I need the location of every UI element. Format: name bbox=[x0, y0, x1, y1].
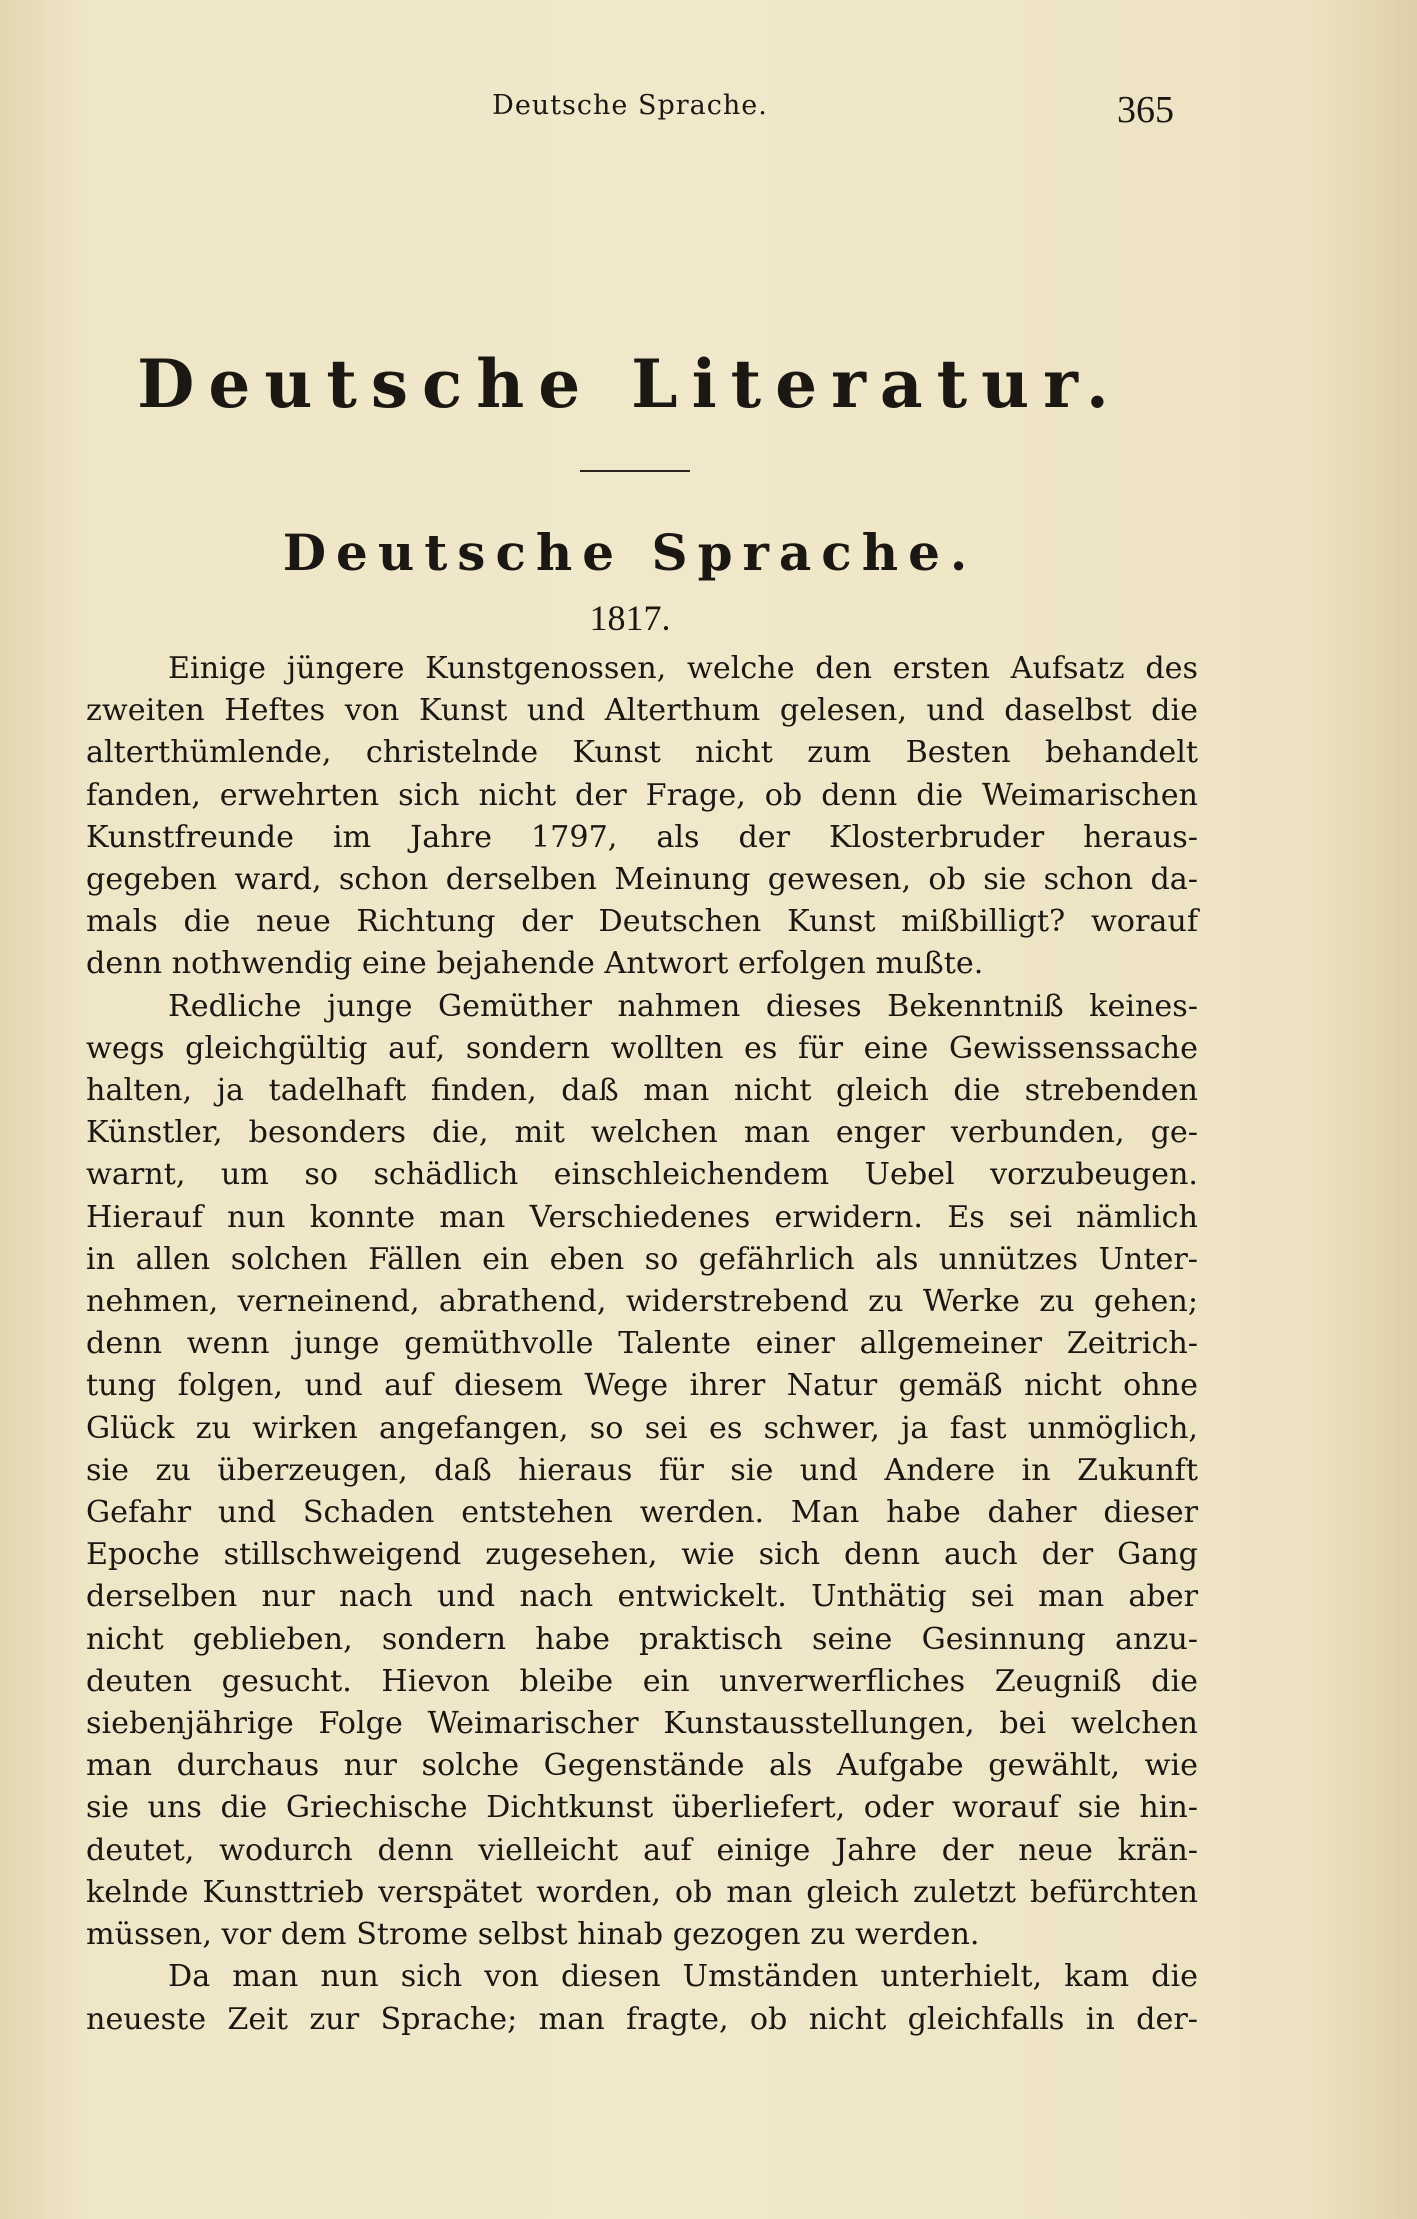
text-line: sie uns die Griechische Dichtkunst überliefert, oder worauf sie hin- bbox=[86, 1790, 1198, 1826]
text-line: man durchaus nur solche Gegenstände als Aufgabe gewählt, wie bbox=[86, 1748, 1198, 1784]
text-line: in allen solchen Fällen ein eben so gefährlich als unnützes Unter- bbox=[86, 1241, 1198, 1277]
text-line: Glück zu wirken angefangen, so sei es schwer, ja fast unmöglich, bbox=[86, 1410, 1198, 1446]
year-heading: 1817. bbox=[589, 598, 671, 638]
text-line: siebenjährige Folge Weimarischer Kunstausstellungen, bei welchen bbox=[86, 1706, 1198, 1742]
text-line: warnt, um so schädlich einschleichendem Uebel vorzubeugen. bbox=[86, 1157, 1198, 1193]
section-title: Deutsche Literatur. bbox=[137, 345, 1123, 423]
text-line: deuten gesucht. Hievon bleibe ein unverwerfliches Zeugniß die bbox=[86, 1663, 1198, 1699]
page-number: 365 bbox=[1117, 89, 1174, 131]
text-line: nehmen, verneinend, abrathend, widerstrebend zu Werke zu gehen; bbox=[86, 1284, 1198, 1320]
text-line: Künstler, besonders die, mit welchen man enger verbunden, ge- bbox=[86, 1115, 1198, 1151]
subsection-title: Deutsche Sprache. bbox=[282, 523, 978, 582]
text-line: nicht geblieben, sondern habe praktisch seine Gesinnung anzu- bbox=[86, 1621, 1198, 1657]
title-rule bbox=[580, 470, 690, 472]
body-text bbox=[86, 648, 1198, 2041]
text-line: Epoche stillschweigend zugesehen, wie sich denn auch der Gang bbox=[86, 1537, 1198, 1573]
text-line: gegeben ward, schon derselben Meinung gewesen, ob sie schon da- bbox=[86, 862, 1198, 898]
text-line: denn nothwendig eine bejahende Antwort erfolgen mußte. bbox=[86, 946, 984, 982]
text-line: Kunstfreunde im Jahre 1797, als der Klosterbruder heraus- bbox=[86, 819, 1198, 855]
text-line: Da man nun sich von diesen Umständen unterhielt, kam die bbox=[168, 1959, 1198, 1995]
text-line: wegs gleichgültig auf, sondern wollten es für eine Gewissenssache bbox=[86, 1030, 1198, 1066]
text-line: müssen, vor dem Strome selbst hinab gezogen zu werden. bbox=[86, 1917, 980, 1953]
text-line: Einige jüngere Kunstgenossen, welche den ersten Aufsatz des bbox=[168, 651, 1198, 686]
text-line: neueste Zeit zur Sprache; man fragte, ob nicht gleichfalls in der- bbox=[86, 2001, 1198, 2037]
text-line: derselben nur nach und nach entwickelt. Unthätig sei man aber bbox=[86, 1579, 1198, 1615]
text-line: deutet, wodurch denn vielleicht auf einige Jahre der neue krän- bbox=[86, 1832, 1198, 1868]
text-line: denn wenn junge gemüthvolle Talente einer allgemeiner Zeitrich- bbox=[86, 1326, 1198, 1362]
text-line: sie zu überzeugen, daß hieraus für sie und Andere in Zukunft bbox=[86, 1452, 1198, 1488]
text-line: Redliche junge Gemüther nahmen dieses Bekenntniß keines- bbox=[168, 988, 1198, 1024]
text-line: kelnde Kunsttrieb verspätet worden, ob man gleich zuletzt befürchten bbox=[86, 1874, 1198, 1910]
running-head: Deutsche Sprache. bbox=[492, 90, 768, 121]
text-line: fanden, erwehrten sich nicht der Frage, ob denn die Weimarischen bbox=[86, 777, 1198, 813]
text-line: alterthümlende, christelnde Kunst nicht zum Besten behandelt bbox=[86, 735, 1198, 771]
text-line: Hierauf nun konnte man Verschiedenes erwidern. Es sei nämlich bbox=[86, 1199, 1198, 1235]
text-line: halten, ja tadelhaft finden, daß man nicht gleich die strebenden bbox=[86, 1073, 1198, 1109]
text-line: Gefahr und Schaden entstehen werden. Man habe daher dieser bbox=[86, 1495, 1198, 1531]
text-line: mals die neue Richtung der Deutschen Kunst mißbilligt? worauf bbox=[86, 904, 1198, 940]
text-line: zweiten Heftes von Kunst und Alterthum gelesen, und daselbst die bbox=[86, 693, 1198, 729]
text-line: tung folgen, und auf diesem Wege ihrer Natur gemäß nicht ohne bbox=[86, 1368, 1198, 1404]
